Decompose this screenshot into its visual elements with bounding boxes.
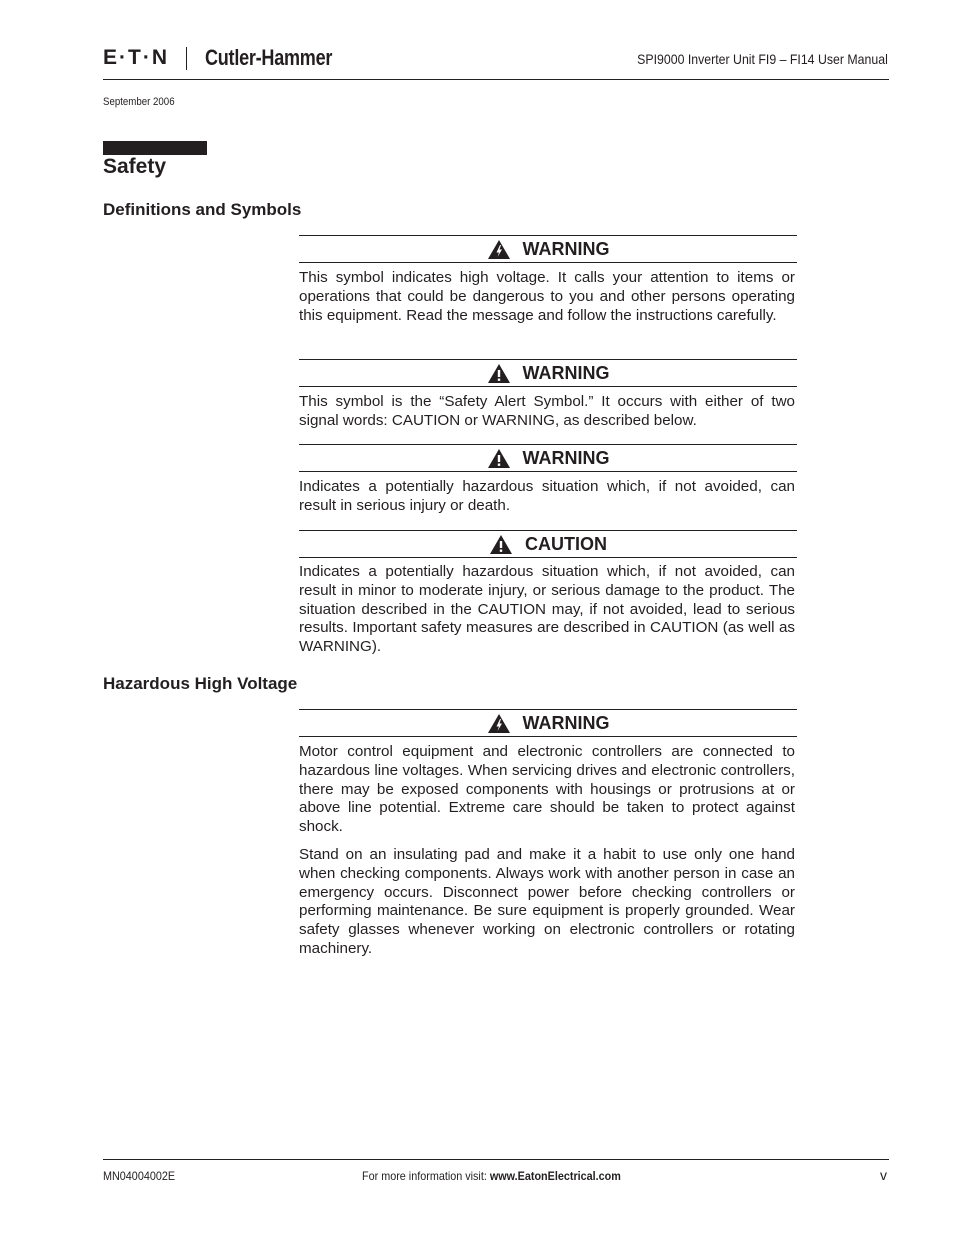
subsection-heading-hazardous-voltage: Hazardous High Voltage: [103, 674, 298, 693]
notice-label: WARNING: [522, 362, 610, 383]
brand-name: Cutler-Hammer: [205, 45, 333, 70]
page-number: v: [880, 1167, 887, 1183]
safety-alert-icon: [489, 534, 513, 555]
notice-label: WARNING: [522, 238, 610, 259]
notice-text: Indicates a potentially hazardous situation which, if not avoided, can result in serious injury or death.: [299, 478, 795, 514]
section-title: Safety: [103, 155, 167, 178]
notice-header-warning: [299, 444, 797, 472]
document-number: MN04004002E: [103, 1169, 176, 1183]
notice-text: This symbol indicates high voltage. It calls your attention to items or operations that could be dangerous to you and other persons operating this equipment. Read the message and follow the instructions carefully.: [299, 269, 795, 324]
notice-text: Indicates a potentially hazardous situation which, if not avoided, can result in minor to moderate injury, or serious damage to the product. The situation described in the CAUTION may, if not avoided, lead to serious results. Important safety measures are described in CAUTION (as well as WARNING).: [299, 563, 795, 656]
eaton-logo: E·T·N: [103, 46, 169, 69]
notice-header-high-voltage: [299, 709, 797, 737]
notice-header-caution: [299, 530, 797, 558]
footer-info-prefix: For more information visit:: [362, 1169, 490, 1183]
header-rule: [103, 79, 889, 80]
notice-label: WARNING: [522, 447, 610, 468]
high-voltage-warning-icon: [487, 239, 511, 260]
notice-text: Motor control equipment and electronic controllers are connected to hazardous line voltages. When servicing drives and electronic controllers, there may be exposed components with housings or protrusions at or above line potential. Extreme care should be taken to protect against shock.: [299, 743, 795, 836]
notice-label: CAUTION: [525, 533, 607, 554]
website-link[interactable]: www.EatonElectrical.com: [489, 1169, 621, 1183]
header-logo-divider: [186, 47, 187, 70]
notice-header-safety-alert: [299, 359, 797, 387]
safety-alert-icon: [487, 448, 511, 469]
footer-info: [362, 1169, 621, 1183]
notice-header-high-voltage: [299, 235, 797, 263]
publication-date: September 2006: [103, 96, 175, 108]
document-title: SPI9000 Inverter Unit FI9 – FI14 User Manual: [637, 51, 888, 67]
high-voltage-warning-icon: [487, 713, 511, 734]
safety-alert-icon: [487, 363, 511, 384]
footer-rule: [103, 1159, 889, 1160]
notice-text: This symbol is the “Safety Alert Symbol.” It occurs with either of two signal words: CAUTION or WARNING, as described below.: [299, 393, 795, 429]
notice-label: WARNING: [522, 712, 610, 733]
section-marker-bar: [103, 141, 207, 155]
notice-text: Stand on an insulating pad and make it a habit to use only one hand when checking components. Always work with another person in case an emergency occurs. Disconnect power before checking controllers or performing maintenance. Be sure equipment is properly grounded. Wear safety glasses whenever working on electronic controllers or rotating machinery.: [299, 846, 795, 957]
subsection-heading-definitions: Definitions and Symbols: [103, 200, 302, 219]
